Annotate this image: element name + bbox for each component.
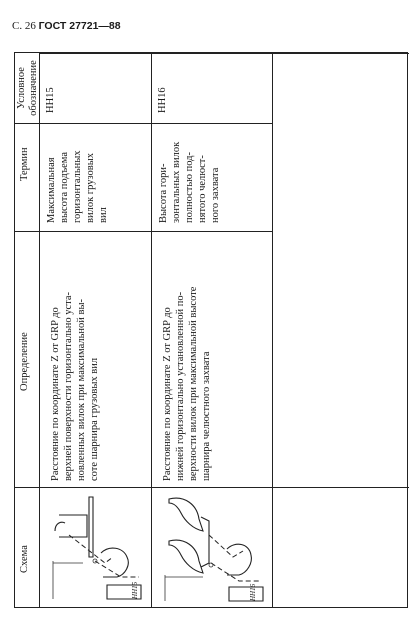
definition-line: шарнира челюстного захвата	[201, 351, 212, 481]
lift-linkage	[95, 561, 139, 577]
row2-symbol: НН16	[157, 87, 168, 113]
cylinder-outline	[227, 544, 251, 575]
header-symbol	[16, 57, 40, 119]
page-number: С. 26	[12, 20, 36, 32]
scheme-hh16-label: НН16	[249, 583, 257, 601]
jaw-lower	[169, 540, 203, 573]
term-line: Высота гори-	[158, 163, 169, 223]
term-line: высота подъема	[59, 151, 70, 223]
row1-definition	[49, 292, 101, 481]
term-line: вилок грузовых	[85, 152, 96, 223]
cylinder-outline	[101, 548, 128, 577]
term-line: полностью под-	[184, 151, 195, 223]
term-line: нятого челюст-	[197, 155, 208, 223]
lift-linkage	[209, 535, 243, 557]
definition-line: верхней поверхности горизонтально уста-	[63, 291, 74, 481]
jaw-carriage	[201, 517, 209, 567]
definition-line: Расстояние по координате Z от GRP до	[50, 307, 61, 481]
term-line: вил	[98, 207, 109, 223]
column-divider	[39, 53, 40, 607]
row-divider	[15, 231, 272, 232]
hinge-point	[209, 563, 213, 567]
definition-line: Расстояние по координате Z от GRP до	[162, 307, 173, 481]
scheme-hh15-label: НН15	[131, 581, 139, 599]
row1-symbol: НН15	[45, 87, 56, 113]
standard-number: ГОСТ 27721—88	[38, 20, 121, 32]
term-line: ного захвата	[210, 167, 221, 223]
term-line: Максимальная	[46, 157, 57, 223]
row2-term	[157, 142, 222, 223]
header-term: Термин	[19, 147, 30, 181]
row-divider	[15, 123, 272, 124]
header-symbol-line: Условное	[16, 67, 27, 109]
row-divider	[39, 53, 409, 54]
definition-line: соте шарнира грузовых вил	[89, 357, 100, 481]
row1-term	[45, 150, 110, 223]
mast-part	[89, 497, 93, 557]
fork-tip	[55, 522, 65, 531]
jaw-upper	[169, 498, 203, 531]
definition-line: верхности вилок при максимальной высоте	[188, 286, 199, 481]
header-scheme: Схема	[19, 545, 30, 573]
header-symbol-line: обозначение	[28, 60, 39, 116]
lift-linkage	[211, 563, 261, 581]
term-line: горизонтальных	[72, 150, 83, 223]
term-line: зонтальных вилок	[171, 141, 182, 223]
definition-line: нижней горизонтально установленной по-	[175, 291, 186, 481]
header-definition: Определение	[19, 332, 30, 391]
page-header	[12, 20, 121, 32]
fork-carriage	[59, 515, 87, 537]
row-separator	[151, 53, 152, 607]
row2-definition	[161, 287, 213, 481]
column-divider	[272, 53, 273, 607]
row-divider	[15, 487, 409, 488]
definition-line: новленных вилок при максимальной вы-	[76, 299, 87, 481]
definitions-table	[14, 52, 408, 608]
